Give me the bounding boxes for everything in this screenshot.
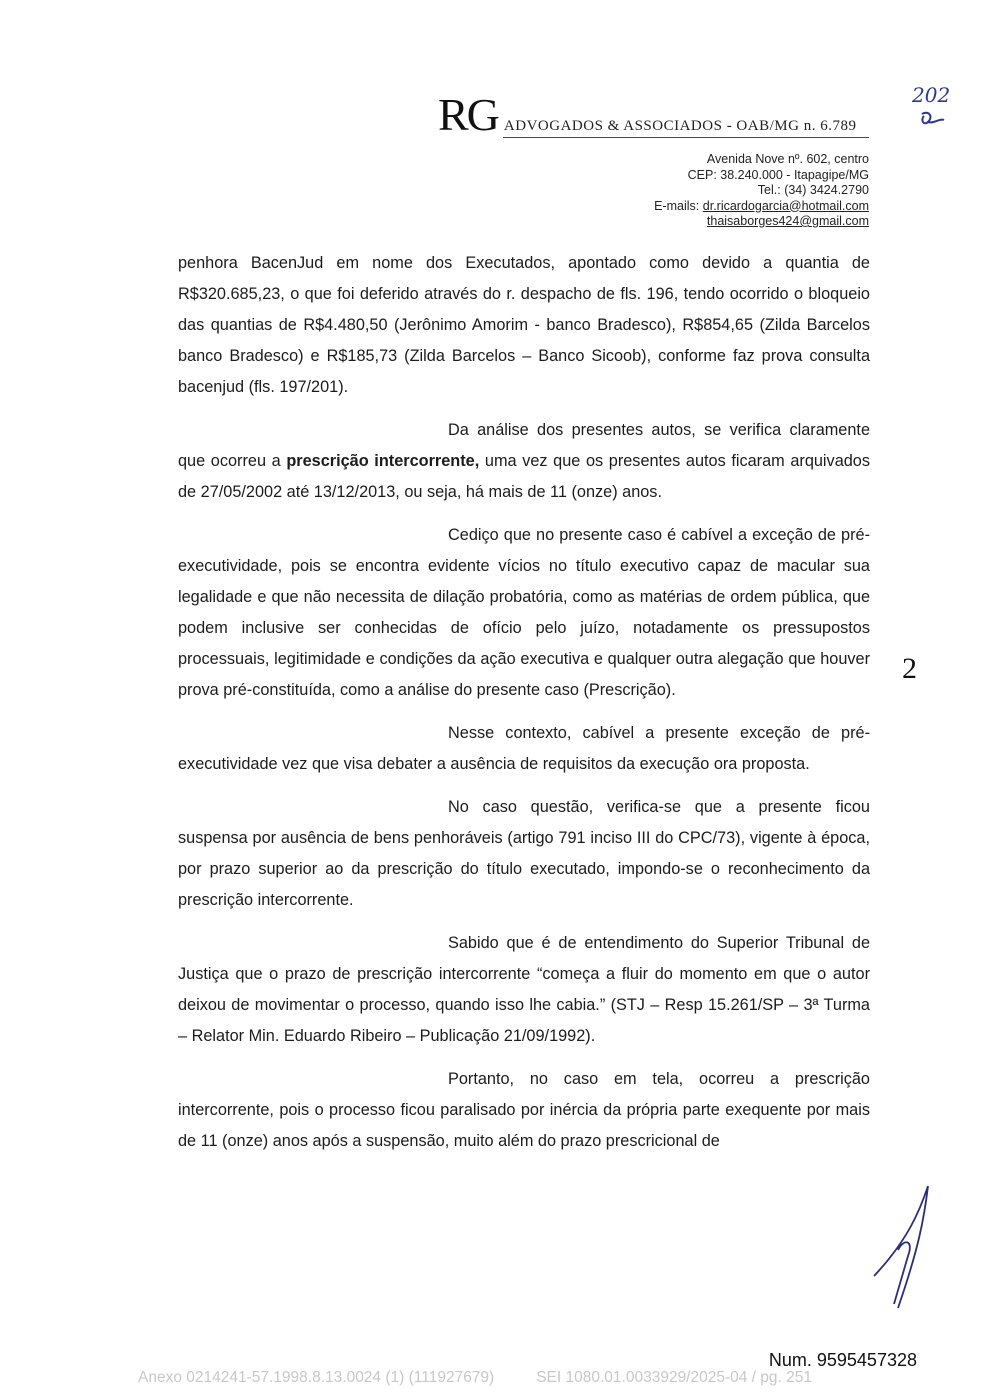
handwritten-signature [868, 1180, 938, 1315]
footer-annex: Anexo 0214241-57.1998.8.13.0024 (1) (111927679) [138, 1369, 495, 1386]
header-rule [503, 137, 869, 138]
logo-monogram: RG [438, 89, 498, 140]
paragraph-2 [178, 415, 870, 508]
paragraph-2-start: Da análise dos presentes autos, se verifica claramente que ocorreu a [178, 421, 870, 470]
handwritten-page-number [906, 82, 976, 142]
footer-sei: SEI 1080.01.0033929/2025-04 / pg. 251 [536, 1369, 813, 1386]
firm-address-block [654, 152, 869, 230]
paragraph-2-bold: prescrição intercorrente, [286, 452, 480, 470]
email-link-1[interactable]: dr.ricardogarcia@hotmail.com [702, 198, 869, 213]
paragraph-7: Portanto, no caso em tela, ocorreu a prescrição intercorrente, pois o processo ficou paralisado por inércia da própria parte exequente por mais de 11 (onze) anos após a suspensão, muito além do prazo prescricional de [178, 1070, 870, 1150]
paragraph-4: Nesse contexto, cabível a presente exceção de pré-executividade vez que visa debater a ausência de requisitos da execução ora proposta. [178, 724, 870, 773]
footer-watermark [138, 1369, 854, 1387]
document-number: Num. 9595457328 [768, 1350, 917, 1370]
document-body [178, 248, 870, 1169]
emails-label: E-mails: [654, 198, 703, 213]
paragraph-3: Cediço que no presente caso é cabível a exceção de pré-executividade, pois se encontra evidente vícios no título executivo capaz de macular sua legalidade e que não necessita de dilação probatória, como as matérias de ordem pública, que podem inclusive ser conhecidas de ofício pelo juízo, notadamente os pressupostos processuais, legitimidade e condições da ação executiva e qualquer outra alegação que houver prova pré-constituída, como a análise do presente caso (Prescrição). [178, 526, 870, 699]
email-link-2[interactable]: thaisaborges424@gmail.com [706, 214, 869, 228]
paragraph-2-end: uma vez que os presentes autos ficaram arquivados de 27/05/2002 até 13/12/2013, ou seja, há mais de 11 (onze) anos. [178, 452, 870, 501]
paragraph-6: Sabido que é de entendimento do Superior Tribunal de Justiça que o prazo de prescrição intercorrente “começa a fluir do momento em que o autor deixou de movimentar o processo, quando isso lhe cabia.” (STJ – Resp 15.261/SP – 3ª Turma – Relator Min. Eduardo Ribeiro – Publicação 21/09/1992). [178, 934, 870, 1045]
logo-firm-name: ADVOGADOS & ASSOCIADOS - OAB/MG n. 6.789 [503, 118, 857, 134]
address-email-2-line [654, 214, 869, 230]
address-phone: Tel.: (34) 3424.2790 [757, 183, 869, 197]
handwritten-number-text: 202 [912, 83, 951, 107]
address-emails [654, 199, 869, 215]
paragraph-5: No caso questão, verifica-se que a presente ficou suspensa por ausência de bens penhoráveis (artigo 791 inciso III do CPC/73), vigente à época, por prazo superior ao da prescrição do título executado, impondo-se o reconhecimento da prescrição intercorrente. [178, 798, 870, 909]
firm-logo [438, 88, 856, 141]
page-number: 2 [902, 652, 917, 685]
address-street: Avenida Nove nº. 602, centro [706, 152, 869, 166]
paragraph-1: penhora BacenJud em nome dos Executados, apontado como devido a quantia de R$320.685,23, o que foi deferido através do r. despacho de fls. 196, tendo ocorrido o bloqueio das quantias de R$4.480,50 (Jerônimo Amorim - banco Bradesco), R$854,65 (Zilda Barcelos banco Bradesco) e R$185,73 (Zilda Barcelos – Banco Sicoob), conforme faz prova consulta bacenjud (fls. 197/201). [178, 254, 870, 396]
address-cep: CEP: 38.240.000 - Itapagipe/MG [687, 167, 869, 182]
